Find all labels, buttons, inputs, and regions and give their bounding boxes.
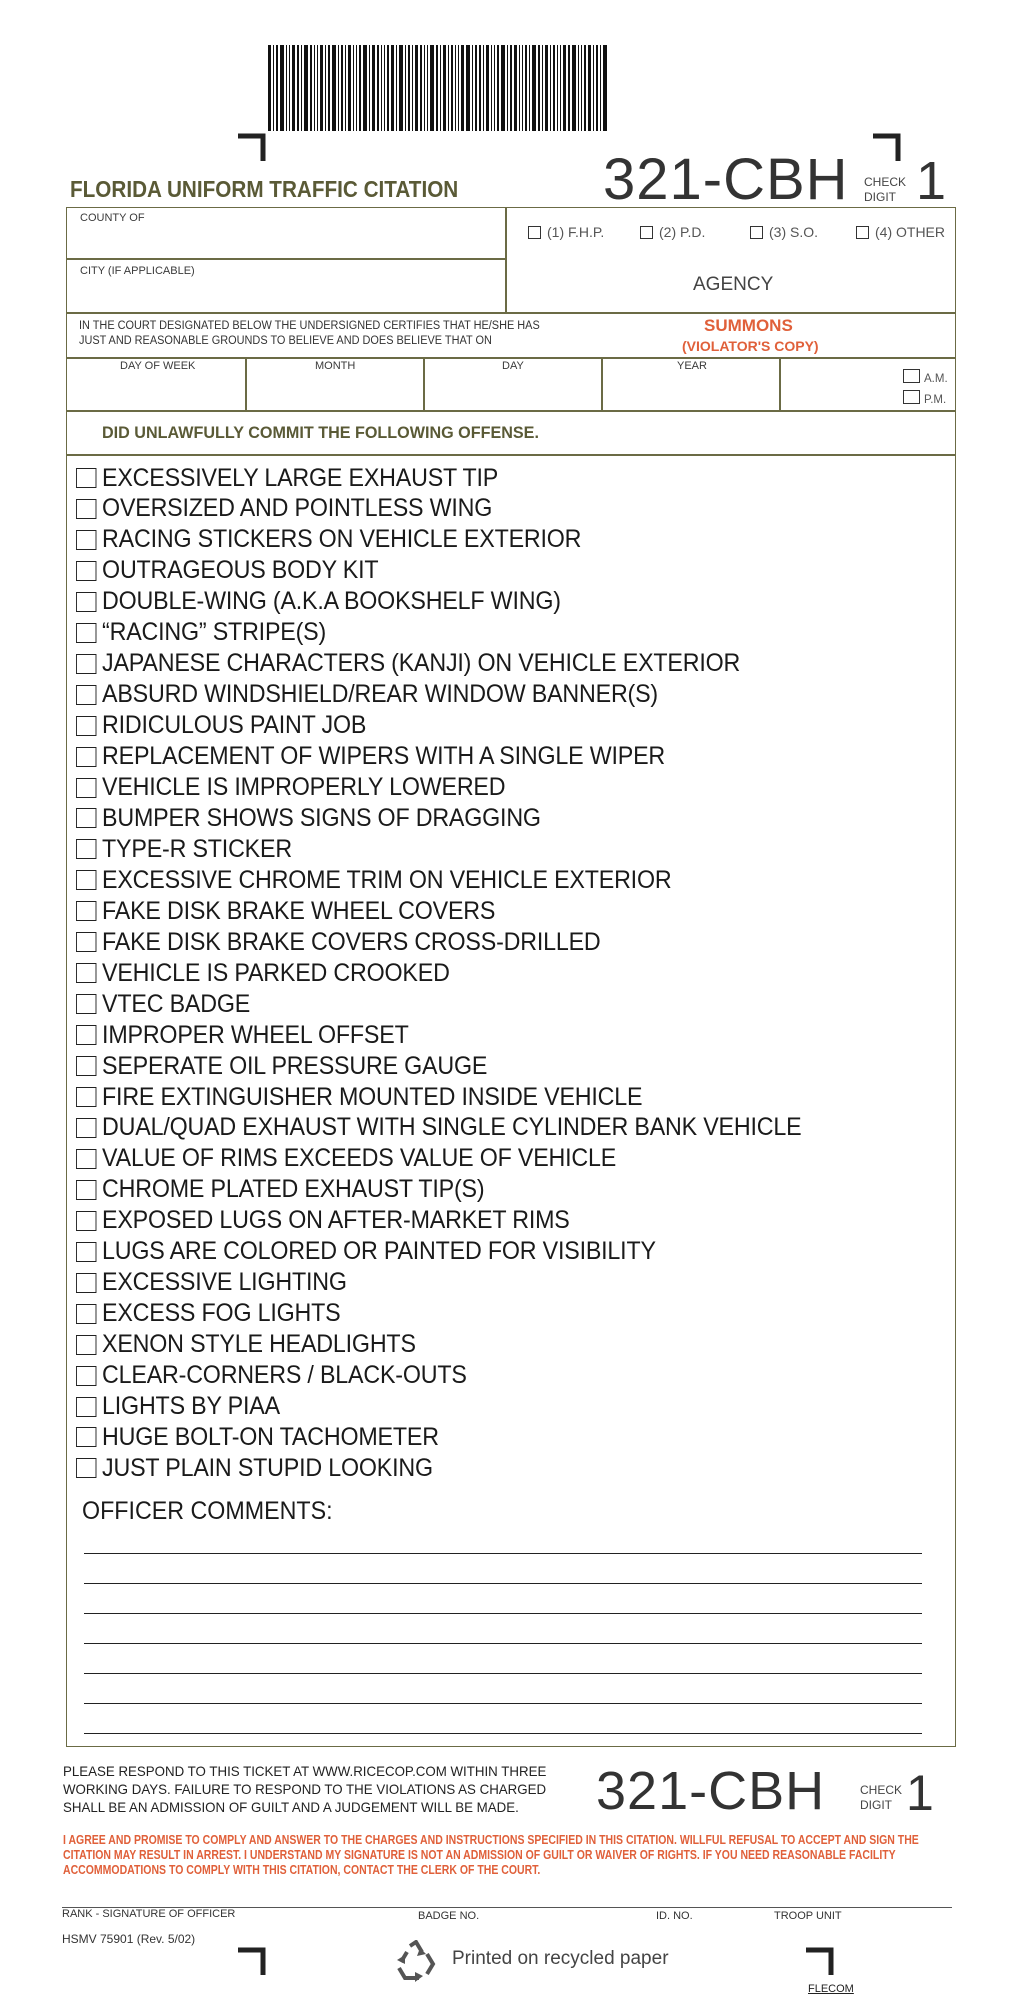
barcode-bar <box>448 45 449 131</box>
city-field[interactable] <box>66 282 504 310</box>
offense-item[interactable] <box>76 1392 280 1422</box>
flecom-label: FLECOM <box>808 1983 854 1995</box>
offense-checkbox[interactable] <box>76 1397 96 1417</box>
divider <box>66 454 956 456</box>
year-label: YEAR <box>677 360 707 372</box>
offense-item[interactable] <box>76 1020 409 1050</box>
agency-option-other[interactable]: (4) OTHER <box>856 224 956 240</box>
barcode-bar <box>483 45 484 131</box>
divider <box>66 410 956 412</box>
badge-no-label: BADGE NO. <box>418 1910 480 1922</box>
check-digit: 1 <box>916 151 947 211</box>
offense-label: JAPANESE CHARACTERS (KANJI) ON VEHICLE EXTERIOR <box>102 649 741 678</box>
county-label: COUNTY OF <box>80 212 145 224</box>
barcode-bar <box>479 45 481 131</box>
offense-checkbox[interactable] <box>76 1025 96 1045</box>
barcode-bar <box>560 45 561 131</box>
offense-item[interactable] <box>76 1299 340 1329</box>
barcode-bar <box>486 45 489 131</box>
barcode-bar <box>273 45 274 131</box>
footer-check-digit: 1 <box>906 1765 934 1821</box>
offense-label: RACING STICKERS ON VEHICLE EXTERIOR <box>102 525 582 554</box>
offense-checkbox[interactable] <box>76 1366 96 1386</box>
barcode-bar <box>320 45 323 131</box>
recycled-paper-label: Printed on recycled paper <box>452 1948 669 1969</box>
barcode-bar <box>443 45 446 131</box>
offense-checkbox[interactable] <box>76 468 96 488</box>
offense-item[interactable] <box>76 1330 416 1360</box>
offense-label: VTEC BADGE <box>102 989 251 1018</box>
form-title: FLORIDA UNIFORM TRAFFIC CITATION <box>70 176 459 202</box>
barcode-bar <box>304 45 308 131</box>
offense-label: VEHICLE IS PARKED CROOKED <box>102 958 450 987</box>
offense-label: LUGS ARE COLORED OR PAINTED FOR VISIBILITY <box>102 1237 656 1266</box>
barcode-bar <box>412 45 413 131</box>
barcode-bar <box>399 45 403 131</box>
agency-option-pd[interactable]: (2) P.D. <box>640 224 750 240</box>
offense-label: BUMPER SHOWS SIGNS OF DRAGGING <box>102 803 541 832</box>
offense-item[interactable] <box>76 1268 347 1298</box>
barcode-bar <box>436 45 438 131</box>
barcode-bar <box>451 45 453 131</box>
offense-label: EXCESSIVELY LARGE EXHAUST TIP <box>102 463 499 492</box>
offense-checkbox[interactable] <box>76 499 96 519</box>
barcode-bar <box>596 45 598 131</box>
barcode-bar <box>581 45 582 131</box>
offense-checkbox[interactable] <box>76 530 96 550</box>
offense-item[interactable] <box>76 1237 656 1267</box>
barcode-bar <box>553 45 555 131</box>
barcode-bar <box>314 45 315 131</box>
offense-label: FIRE EXTINGUISHER MOUNTED INSIDE VEHICLE <box>102 1082 643 1111</box>
offense-item[interactable] <box>76 742 665 772</box>
offense-label: EXCESS FOG LIGHTS <box>102 1299 341 1328</box>
offense-checkbox[interactable] <box>76 1056 96 1076</box>
offense-item[interactable] <box>76 989 250 1019</box>
offense-item[interactable] <box>76 1361 467 1391</box>
offense-item[interactable] <box>76 711 366 741</box>
offense-item[interactable] <box>76 834 292 864</box>
barcode-bar <box>427 45 428 131</box>
summons-label: SUMMONS <box>704 316 793 335</box>
offense-label: EXCESSIVE CHROME TRIM ON VEHICLE EXTERIOR <box>102 865 672 894</box>
offense-item[interactable] <box>76 865 671 895</box>
barcode <box>268 45 702 131</box>
barcode-bar <box>325 45 326 131</box>
day-of-week-label: DAY OF WEEK <box>120 360 196 372</box>
barcode-bar <box>420 45 422 131</box>
offense-checkbox[interactable] <box>76 1087 96 1107</box>
pm-option[interactable]: P.M. <box>903 388 946 406</box>
offense-checkbox[interactable] <box>76 1273 96 1293</box>
comment-line[interactable] <box>84 1553 922 1554</box>
offense-checkbox[interactable] <box>76 1211 96 1231</box>
barcode-bar <box>348 45 351 131</box>
barcode-bar <box>519 45 520 131</box>
barcode-bar <box>550 45 551 131</box>
offense-label: VEHICLE IS IMPROPERLY LOWERED <box>102 773 506 801</box>
agency-label: AGENCY <box>693 274 774 295</box>
barcode-bar <box>369 45 370 131</box>
divider <box>66 258 506 260</box>
barcode-bar <box>396 45 397 131</box>
offense-item[interactable] <box>76 1422 439 1452</box>
barcode-bar <box>424 45 425 131</box>
offense-label: JUST PLAIN STUPID LOOKING <box>102 1453 433 1482</box>
offense-checkbox[interactable] <box>76 1118 96 1138</box>
barcode-bar <box>356 45 357 131</box>
offense-item[interactable] <box>76 773 505 803</box>
offense-checkbox[interactable] <box>76 1180 96 1200</box>
barcode-bar <box>572 45 576 131</box>
barcode-bar <box>387 45 389 131</box>
agreement-text: I AGREE AND PROMISE TO COMPLY AND ANSWER TO THE CHARGES AND INSTRUCTIONS SPECIFIED IN THIS CITATION. WILLFUL REFUSAL TO ACCEPT AND SIGN THE CITATION MAY RESULT IN ARREST. I UNDERSTAND MY SIGNATURE IS NOT AN ADMISSION OF GUILT OR WAIVER OF RIGHTS. IF YOU NEED REASONABLE FACILITY ACCOMMODATIONS TO COMPLY WITH THIS CITATION, CONTACT THE CLERK OF THE COURT. <box>63 1833 919 1877</box>
rank-signature-label: RANK - SIGNATURE OF OFFICER <box>62 1908 236 1920</box>
offense-item[interactable] <box>76 463 498 493</box>
offense-checkbox[interactable] <box>76 1304 96 1324</box>
barcode-bar <box>276 45 278 131</box>
barcode-bar <box>286 45 287 131</box>
barcode-bar <box>563 45 566 131</box>
day-label: DAY <box>502 360 524 372</box>
barcode-bar <box>280 45 284 131</box>
offense-item[interactable] <box>76 1051 487 1081</box>
checkbox[interactable] <box>528 226 541 239</box>
barcode-bar <box>588 45 591 131</box>
offense-label: XENON STYLE HEADLIGHTS <box>102 1330 416 1359</box>
offense-item[interactable] <box>76 525 581 555</box>
barcode-bar <box>430 45 434 131</box>
barcode-bar <box>603 45 607 131</box>
offense-checkbox[interactable] <box>76 901 96 921</box>
offense-item[interactable] <box>76 1206 570 1236</box>
offense-item[interactable] <box>76 927 601 957</box>
barcode-bar <box>381 45 382 131</box>
corner-mark-bottom-left <box>238 1947 268 1975</box>
barcode-bar <box>384 45 385 131</box>
officer-comments-label: OFFICER COMMENTS: <box>82 1497 333 1525</box>
agency-options <box>528 224 956 240</box>
divider <box>779 357 781 411</box>
respond-instructions: PLEASE RESPOND TO THIS TICKET AT WWW.RICECOP.COM WITHIN THREE WORKING DAYS. FAILURE TO RESPOND TO THE VIOLATIONS AS CHARGED SHALL BE AN ADMISSION OF GUILT AND A JUDGEMENT WILL BE MADE. <box>63 1763 547 1815</box>
barcode-bar <box>289 45 290 131</box>
barcode-bar <box>359 45 361 131</box>
checkbox[interactable] <box>903 369 920 383</box>
barcode-bar <box>507 45 508 131</box>
offense-label: LIGHTS BY PIAA <box>102 1392 280 1420</box>
offense-label: REPLACEMENT OF WIPERS WITH A SINGLE WIPER <box>102 742 665 771</box>
offense-item[interactable] <box>76 1113 801 1143</box>
id-no-label: ID. NO. <box>656 1910 693 1922</box>
offense-item[interactable] <box>76 494 492 524</box>
offense-label: VALUE OF RIMS EXCEEDS VALUE OF VEHICLE <box>102 1144 617 1173</box>
barcode-bar <box>455 45 456 131</box>
checkbox[interactable] <box>903 390 920 404</box>
offense-checkbox[interactable] <box>76 716 96 736</box>
offense-checkbox[interactable] <box>76 592 96 612</box>
offense-label: FAKE DISK BRAKE WHEEL COVERS <box>102 896 496 925</box>
offense-checkbox[interactable] <box>76 654 96 674</box>
offense-checkbox[interactable] <box>76 839 96 859</box>
barcode-bar <box>338 45 339 131</box>
agency-option-so[interactable]: (3) S.O. <box>750 224 856 240</box>
offense-label: ABSURD WINDSHIELD/REAR WINDOW BANNER(S) <box>102 680 658 709</box>
offense-label: “RACING” STRIPE(S) <box>102 618 327 647</box>
barcode-bar <box>538 45 540 131</box>
offense-item[interactable] <box>76 1082 642 1112</box>
checkbox[interactable] <box>750 226 763 239</box>
offense-item[interactable] <box>76 896 495 926</box>
comment-line[interactable] <box>84 1733 922 1734</box>
corner-mark-top-left <box>238 133 268 161</box>
offense-heading: DID UNLAWFULLY COMMIT THE FOLLOWING OFFENSE. <box>102 423 539 442</box>
barcode-bar <box>584 45 586 131</box>
offense-label: CLEAR-CORNERS / BLACK-OUTS <box>102 1361 467 1390</box>
offense-label: DOUBLE-WING (A.K.A BOOKSHELF WING) <box>102 587 561 616</box>
city-label: CITY (IF APPLICABLE) <box>80 265 195 277</box>
agency-option-fhp[interactable]: (1) F.H.P. <box>528 224 640 240</box>
offense-checkbox[interactable] <box>76 778 96 798</box>
divider <box>66 357 956 359</box>
barcode-bar <box>341 45 343 131</box>
offense-checkbox[interactable] <box>76 808 96 828</box>
offense-label: CHROME PLATED EXHAUST TIP(S) <box>102 1175 485 1204</box>
violator-copy-label: (VIOLATOR'S COPY) <box>682 338 819 354</box>
barcode-bar <box>310 45 312 131</box>
offense-checkbox[interactable] <box>76 623 96 643</box>
offense-checkbox[interactable] <box>76 994 96 1014</box>
barcode-bar <box>494 45 495 131</box>
offense-checkbox[interactable] <box>76 561 96 581</box>
offense-label: TYPE-R STICKER <box>102 834 292 863</box>
offense-checkbox[interactable] <box>76 963 96 983</box>
offense-item[interactable] <box>76 556 378 586</box>
barcode-bar <box>391 45 394 131</box>
barcode-bar <box>510 45 512 131</box>
offense-checkbox[interactable] <box>76 1242 96 1262</box>
offense-item[interactable] <box>76 958 450 988</box>
offense-checkbox[interactable] <box>76 685 96 705</box>
barcode-bar <box>461 45 464 131</box>
offense-item[interactable] <box>76 618 326 648</box>
barcode-bar <box>345 45 346 131</box>
certify-text: IN THE COURT DESIGNATED BELOW THE UNDERSIGNED CERTIFIES THAT HE/SHE HAS JUST AND REASONABLE GROUNDS TO BELIEVE AND DOES BELIEVE THAT ON <box>79 320 540 347</box>
offense-label: SEPERATE OIL PRESSURE GAUGE <box>102 1051 488 1080</box>
barcode-bar <box>440 45 441 131</box>
barcode-bar <box>545 45 548 131</box>
offense-item[interactable] <box>76 587 561 617</box>
month-label: MONTH <box>315 360 356 372</box>
barcode-bar <box>301 45 302 131</box>
offense-checkbox[interactable] <box>76 1335 96 1355</box>
barcode-bar <box>578 45 579 131</box>
barcode-bar <box>458 45 459 131</box>
divider <box>423 357 425 411</box>
barcode-bar <box>600 45 601 131</box>
barcode-bar <box>542 45 543 131</box>
barcode-bar <box>297 45 299 131</box>
divider <box>66 312 956 314</box>
barcode-bar <box>532 45 536 131</box>
barcode-bar <box>415 45 418 131</box>
checkbox[interactable] <box>640 226 653 239</box>
divider <box>505 207 507 313</box>
offense-checkbox[interactable] <box>76 1458 96 1478</box>
barcode-bar <box>466 45 470 131</box>
offense-checkbox[interactable] <box>76 1149 96 1169</box>
offense-label: IMPROPER WHEEL OFFSET <box>102 1020 409 1049</box>
offense-label: EXPOSED LUGS ON AFTER-MARKET RIMS <box>102 1206 570 1235</box>
barcode-bar <box>363 45 367 131</box>
barcode-bar <box>529 45 530 131</box>
footer-citation-number: 321-CBH <box>596 1761 826 1821</box>
offense-label: EXCESSIVE LIGHTING <box>102 1268 347 1297</box>
comment-line[interactable] <box>84 1703 922 1704</box>
offense-checkbox[interactable] <box>76 870 96 890</box>
offense-label: OVERSIZED AND POINTLESS WING <box>102 494 493 523</box>
barcode-bar <box>525 45 527 131</box>
comment-line[interactable] <box>84 1673 922 1674</box>
offense-label: RIDICULOUS PAINT JOB <box>102 711 367 740</box>
offense-item[interactable] <box>76 803 541 833</box>
barcode-bar <box>317 45 318 131</box>
county-field[interactable] <box>66 230 504 256</box>
offense-item[interactable] <box>76 1144 616 1174</box>
offense-checkbox[interactable] <box>76 932 96 952</box>
barcode-bar <box>332 45 336 131</box>
comment-line[interactable] <box>84 1583 922 1584</box>
offense-label: DUAL/QUAD EXHAUST WITH SINGLE CYLINDER BANK VEHICLE <box>102 1113 802 1142</box>
checkbox[interactable] <box>856 226 869 239</box>
am-option[interactable]: A.M. <box>903 367 948 385</box>
barcode-bar <box>328 45 330 131</box>
barcode-bar <box>472 45 473 131</box>
divider <box>601 357 603 411</box>
barcode-bar <box>475 45 477 131</box>
recycle-icon <box>393 1940 439 1982</box>
barcode-bar <box>514 45 517 131</box>
form-number: HSMV 75901 (Rev. 5/02) <box>62 1932 196 1946</box>
offense-item[interactable] <box>76 649 740 679</box>
troop-unit-label: TROOP UNIT <box>774 1910 842 1922</box>
barcode-bar <box>405 45 406 131</box>
citation-number: 321-CBH <box>603 147 849 212</box>
barcode-bar <box>497 45 499 131</box>
footer-check-digit-label: CHECK DIGIT <box>860 1783 903 1812</box>
offense-label: OUTRAGEOUS BODY KIT <box>102 556 379 585</box>
comment-line[interactable] <box>84 1643 922 1644</box>
offense-item[interactable] <box>76 1453 433 1483</box>
barcode-bar <box>593 45 594 131</box>
offense-label: HUGE BOLT-ON TACHOMETER <box>102 1422 439 1451</box>
offense-item[interactable] <box>76 1175 484 1205</box>
barcode-bar <box>292 45 295 131</box>
corner-mark-top-right <box>873 133 903 161</box>
barcode-bar <box>522 45 523 131</box>
barcode-bar <box>568 45 570 131</box>
barcode-bar <box>491 45 492 131</box>
offense-label: FAKE DISK BRAKE COVERS CROSS-DRILLED <box>102 927 601 956</box>
barcode-bar <box>408 45 410 131</box>
barcode-bar <box>268 45 271 131</box>
barcode-bar <box>557 45 558 131</box>
offense-checkbox[interactable] <box>76 1427 96 1447</box>
offense-checkbox[interactable] <box>76 747 96 767</box>
divider <box>245 357 247 411</box>
check-digit-label: CHECK DIGIT <box>864 175 907 204</box>
barcode-bar <box>353 45 354 131</box>
corner-mark-bottom-right <box>806 1947 836 1975</box>
barcode-bar <box>377 45 379 131</box>
barcode-bar <box>372 45 375 131</box>
comment-line[interactable] <box>84 1613 922 1614</box>
barcode-bar <box>501 45 505 131</box>
offense-item[interactable] <box>76 680 658 710</box>
